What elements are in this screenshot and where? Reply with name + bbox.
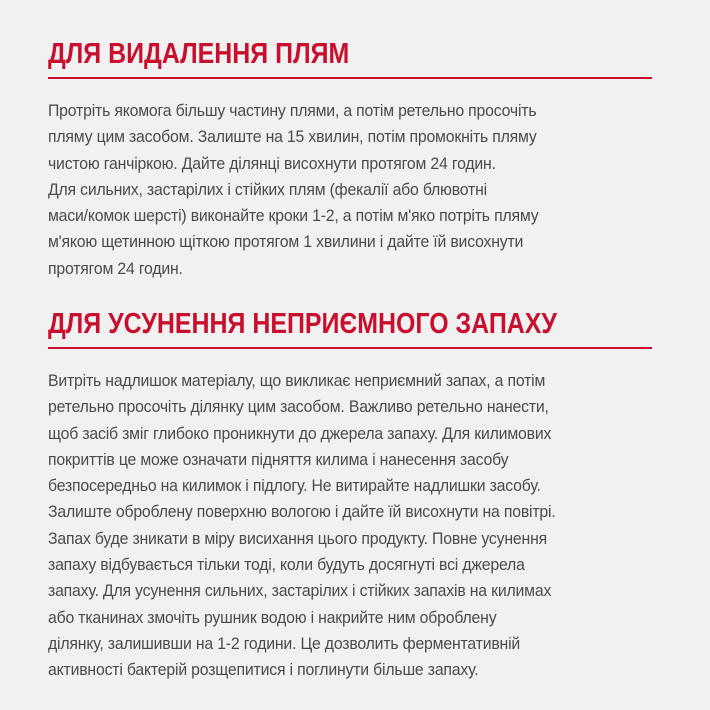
stain-removal-text [48,98,662,282]
stain-removal-section [48,32,662,282]
text-line: запаху. Для усунення сильних, застарілих і стійких запахів на килимах [48,581,552,601]
text-line: ділянку, залишивши на 1-2 години. Це дозволить ферментативній [48,633,521,653]
text-line: покриттів це може означати підняття килима і нанесення засобу [48,449,509,469]
odor-removal-heading: ДЛЯ УСУНЕННЯ НЕПРИЄМНОГО ЗАПАХУ [48,308,557,340]
odor-removal-text [48,368,662,684]
stain-removal-divider [48,77,652,79]
text-line: протягом 24 годин. [48,258,183,278]
text-line: маси/комок шерсті) виконайте кроки 1-2, а потім м'яко потріть пляму [48,206,539,226]
text-line: або тканинах змочіть рушник водою і накрийте ним оброблену [48,607,497,627]
text-line: безпосередньо на килимок і підлогу. Не витирайте надлишки засобу. [48,476,541,496]
text-line: Залиште оброблену поверхню вологою і дайте їй висохнути на повітрі. [48,502,556,522]
text-line: Для сильних, застарілих і стійких плям (фекалії або блювотні [48,179,487,199]
text-line: пляму цим засобом. Залиште на 15 хвилин, потім промокніть пляму [48,127,537,147]
odor-removal-divider [48,347,652,349]
text-line: Витріть надлишок матеріалу, що викликає неприємний запах, а потім [48,371,546,390]
text-line: запаху відбувається тільки тоді, коли будуть досягнуті всі джерела [48,555,525,575]
text-line: м'якою щетинною щіткою протягом 1 хвилини і дайте їй висохнути [48,232,524,252]
text-line: активності бактерій розщепитися і поглинути більше запаху. [48,660,479,680]
text-line: чистою ганчіркою. Дайте ділянці висохнути протягом 24 годин. [48,153,496,173]
text-line: Запах буде зникати в міру висихання цього продукту. Повне усунення [48,528,547,548]
text-line: ретельно просочіть ділянку цим засобом. Важливо ретельно нанести, [48,397,549,417]
text-line: щоб засіб зміг глибоко проникнути до джерела запаху. Для килимових [48,423,552,443]
stain-removal-heading: ДЛЯ ВИДАЛЕННЯ ПЛЯМ [48,38,350,70]
odor-removal-section [48,302,662,684]
text-line: Протріть якомога більшу частину плями, а потім ретельно просочіть [48,101,537,120]
